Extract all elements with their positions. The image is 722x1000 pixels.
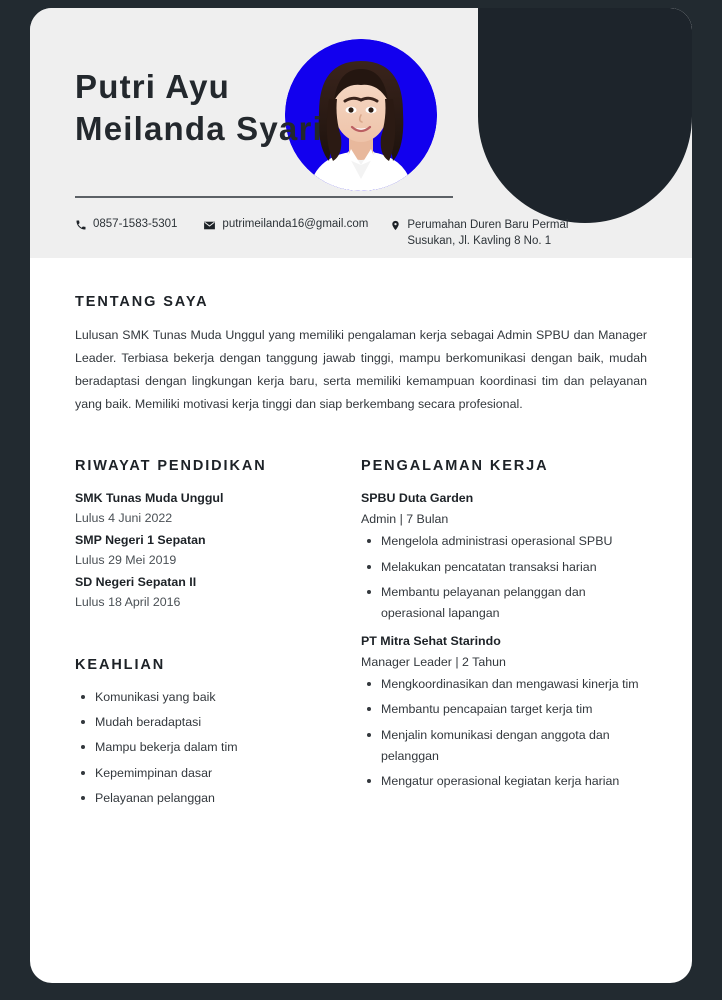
list-item: Membantu pelayanan pelanggan dan operasional lapangan [361,582,647,625]
name-line-1: Putri Ayu [75,68,231,105]
list-item: Mengatur operasional kegiatan kerja harian [361,771,647,792]
contact-email[interactable] [203,218,368,232]
resume-header [30,8,692,258]
experience-company: PT Mitra Sehat Starindo [361,633,501,648]
contact-phone[interactable] [75,218,177,231]
photo-dark-panel [478,8,692,223]
phone-text: 0857-1583-5301 [93,218,178,230]
list-item: Komunikasi yang baik [75,687,333,708]
page-title [75,66,475,150]
list-item: Melakukan pencatatan transaksi harian [361,557,647,578]
list-item: Mengelola administrasi operasional SPBU [361,531,647,552]
education-title: RIWAYAT PENDIDIKAN [75,457,267,474]
list-item: Mengkoordinasikan dan mengawasi kinerja tim [361,674,647,695]
about-text: Lulusan SMK Tunas Muda Unggul yang memiliki pengalaman kerja sebagai Admin SPBU dan Manager Leader. Terbiasa bekerja dengan tanggung jawab tinggi, mampu berkomunikasi dengan baik, mudah beradaptasi dengan lingkungan kerja baru, serta memiliki kemampuan koordinasi tim dan pelayanan yang baik. Memiliki motivasi kerja tinggi dan siap berkembang secara profesional. [75,328,647,411]
right-column [361,458,647,813]
education-item [75,572,333,613]
experience-title: PENGALAMAN KERJA [361,457,549,474]
email-text: putrimeilanda16@gmail.com [222,218,369,230]
education-date: Lulus 4 Juni 2022 [75,510,173,525]
experience-item [361,631,647,793]
skills-title: KEAHLIAN [75,656,166,673]
experience-item [361,488,647,625]
education-date: Lulus 29 Mei 2019 [75,552,177,567]
experience-company: SPBU Duta Garden [361,490,474,505]
list-item: Kepemimpinan dasar [75,763,333,784]
address-line-2: Susukan, Jl. Kavling 8 No. 1 [407,234,552,247]
envelope-icon [203,219,216,232]
experience-meta: Manager Leader | 2 Tahun [361,654,506,669]
education-school: SMP Negeri 1 Sepatan [75,532,206,547]
about-title: TENTANG SAYA [75,294,209,310]
address-block [407,218,568,250]
education-school: SMK Tunas Muda Unggul [75,490,224,505]
contact-address[interactable] [390,218,568,250]
experience-meta: Admin | 7 Bulan [361,511,449,526]
education-date: Lulus 18 April 2016 [75,594,181,609]
skills-list [75,687,333,810]
education-item [75,488,333,529]
content-columns [75,458,647,813]
list-item: Pelayanan pelanggan [75,788,333,809]
list-item: Mampu bekerja dalam tim [75,737,333,758]
experience-bullets [361,531,647,624]
list-item: Menjalin komunikasi dengan anggota dan pelanggan [361,725,647,768]
map-pin-icon [390,219,401,232]
list-item: Membantu pencapaian target kerja tim [361,699,647,720]
experience-bullets [361,674,647,793]
name-line-2: Meilanda Syari [75,110,323,148]
header-divider [75,196,453,198]
resume-page [30,8,692,983]
list-item: Mudah beradaptasi [75,712,333,733]
resume-body [30,258,692,813]
phone-icon [75,219,87,231]
education-item [75,530,333,571]
education-school: SD Negeri Sepatan II [75,574,197,589]
contact-bar [75,218,678,250]
address-line-1: Perumahan Duren Baru Permai [407,219,569,231]
left-column [75,458,333,813]
